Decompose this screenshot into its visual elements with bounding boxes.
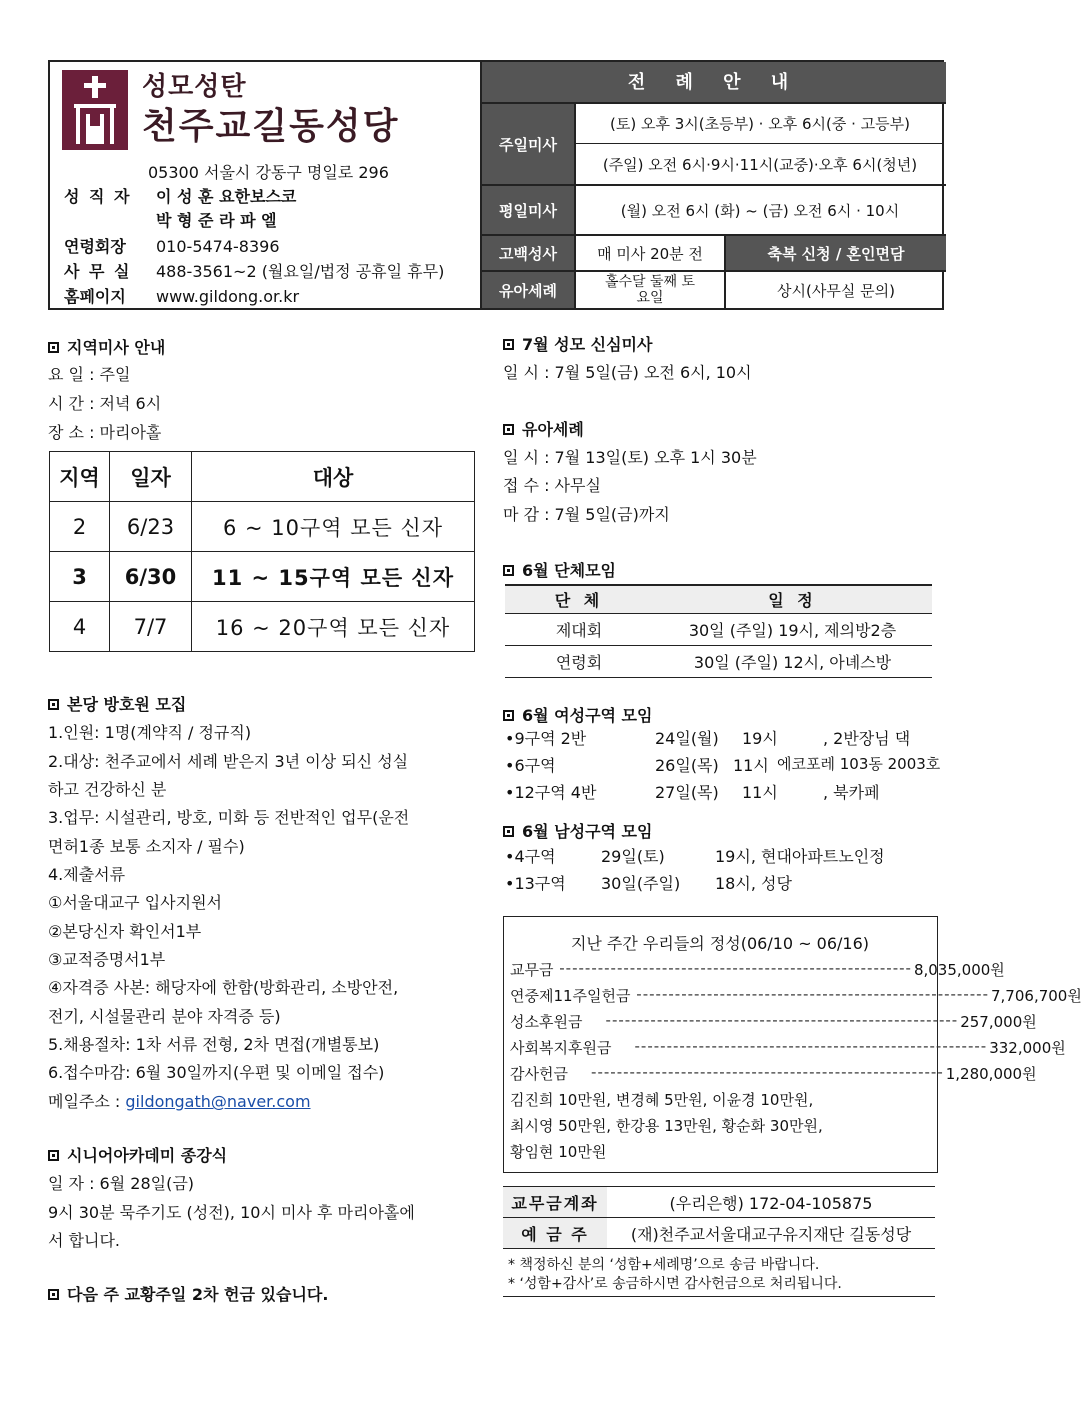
square-bullet-icon: [48, 1289, 59, 1300]
liturgy-title: 전 례 안 내: [482, 62, 946, 104]
recruit-line: 1.인원: 1명(계약직 / 정규직): [48, 723, 252, 742]
recruit-line: 4.제출서류: [48, 865, 126, 884]
table-cell: 4: [50, 602, 110, 652]
regional-mass-title: 지역미사 안내: [48, 335, 165, 358]
infant-baptism-row: [482, 272, 946, 308]
table-row: [505, 645, 932, 677]
offering-row: 사회복지후원금 ------------------------------------------------------- 332,000원: [510, 1037, 1066, 1057]
bulletin-header: [48, 60, 944, 310]
table-header-cell: 지역: [50, 452, 110, 502]
mary-mass-title: 7월 성모 신심미사: [503, 332, 652, 355]
recruit-line: 전기, 시설물관리 분야 자격증 등): [48, 1007, 281, 1026]
offering-row: 성소후원금 ------------------------------------------------------- 257,000원: [510, 1011, 1037, 1031]
sunday-mass-sunday: (주일) 오전 6시·9시·11시(교중)·오후 6시(청년): [602, 155, 918, 174]
recruit-line: 5.채용절차: 1차 서류 전형, 2차 면접(개별통보): [48, 1035, 380, 1054]
account-holder: (재)천주교서울대교구유지재단 길동성당: [607, 1218, 935, 1249]
recruit-line: ③교적증명서1부: [48, 950, 166, 969]
recruit-line: ②본당신자 확인서1부: [48, 922, 202, 941]
regional-mass-table: [49, 451, 475, 652]
table-header-cell: 대상: [192, 452, 475, 502]
elder-phone: 010-5474-8396: [156, 237, 280, 256]
pastor-name-1: 이 성 훈 요한보스코: [156, 187, 297, 206]
weekday-mass-label: 평일미사: [482, 186, 576, 234]
offering-box: [503, 916, 1082, 1173]
sunday-mass-row: [482, 104, 946, 186]
recruit-title: 본당 방호원 모집: [48, 692, 186, 715]
table-cell: 7/7: [110, 602, 192, 652]
pastor-line-1: [64, 184, 296, 207]
mail-link[interactable]: gildongath@naver.com: [125, 1092, 311, 1111]
recruit-line: ④자격증 사본: 해당자에 한함(방화관리, 소방안전,: [48, 978, 399, 997]
table-row: [505, 613, 932, 645]
account-number: (우리은행) 172-04-105875: [607, 1187, 935, 1218]
parish-subtitle: 성모성탄: [142, 72, 247, 102]
office-label: 사 무 실: [64, 262, 132, 281]
table-cell: 2: [50, 502, 110, 552]
sunday-mass-label: 주일미사: [482, 104, 576, 184]
confession-label: 고백성사: [482, 236, 576, 270]
recruit-line: 2.대상: 천주교에서 세례 받은지 3년 이상 되신 성실: [48, 752, 409, 771]
homepage-link[interactable]: www.gildong.or.kr: [156, 287, 300, 306]
mary-mass-when: 일 시 : 7월 5일(금) 오전 6시, 10시: [503, 363, 752, 382]
church-logo-icon: [62, 70, 128, 150]
infant-baptism-label: 유아세례: [482, 272, 576, 308]
donors-line: 김진희 10만원, 변경혜 5만원, 이윤경 10만원,: [510, 1091, 814, 1109]
baptism-title: 유아세례: [503, 417, 584, 440]
account-label: 교무금계좌: [503, 1187, 607, 1218]
recruit-line: ①서울대교구 입사지원서: [48, 893, 222, 912]
square-bullet-icon: [503, 565, 514, 576]
confession-row: [482, 236, 946, 272]
bank-bottom-rule: [503, 1296, 935, 1297]
regional-mass-time: 시 간 : 저녁 6시: [48, 394, 162, 413]
square-bullet-icon: [48, 342, 59, 353]
square-bullet-icon: [503, 710, 514, 721]
sunday-mass-saturday: (토) 오후 3시(초등부) · 오후 6시(중 · 고등부): [576, 104, 944, 144]
parish-title: 천주교길동성당: [142, 106, 400, 147]
table-row: [50, 552, 475, 602]
recruit-line: 하고 건강하신 분: [48, 780, 167, 799]
liturgy-guide: [480, 62, 944, 308]
men-meeting-title: 6월 남성구역 모임: [503, 819, 652, 842]
baptism-when: 일 시 : 7월 13일(토) 오후 1시 30분: [503, 448, 757, 467]
offering-row: 감사헌금 ------------------------------------------------------- 1,280,000원: [510, 1063, 1037, 1083]
table-header-row: [50, 452, 475, 502]
homepage-line: [64, 284, 299, 307]
table-cell: 3: [50, 552, 110, 602]
blessing-request: 축복 신청 / 혼인면담: [726, 236, 946, 270]
table-header-cell: 일 정: [653, 585, 932, 613]
square-bullet-icon: [48, 699, 59, 710]
pastor-name-2: 박 형 준 라 파 엘: [156, 211, 277, 230]
elder-label: 연령회장: [64, 237, 126, 256]
donors-line: 최시영 50만원, 한강용 13만원, 황순화 30만원,: [510, 1117, 823, 1135]
groups-table: [505, 584, 932, 678]
square-bullet-icon: [503, 424, 514, 435]
pastor-label: 성 직 자: [64, 187, 132, 206]
table-cell: 30일 (주일) 12시, 아녜스방: [653, 645, 932, 677]
groups-title: 6월 단체모임: [503, 558, 616, 581]
table-header-row: [505, 585, 932, 613]
table-header-cell: 단 체: [505, 585, 653, 613]
bank-note: * ‘성함+감사’로 송금하시면 감사헌금으로 처리됩니다.: [508, 1276, 842, 1292]
offering-row: 교무금 ------------------------------------------------------- 8,035,000원: [510, 959, 1005, 979]
baptism-reception: 접 수 : 사무실: [503, 476, 601, 495]
women-meeting-title: 6월 여성구역 모임: [503, 703, 652, 726]
table-cell: 6/23: [110, 502, 192, 552]
weekday-mass-time: (월) 오전 6시 (화) ~ (금) 오전 6시 · 10시: [620, 201, 900, 220]
recruit-line: 면허1종 보통 소지자 / 필수): [48, 837, 245, 856]
recruit-mail-line: [48, 1089, 311, 1112]
parish-info: [50, 62, 480, 308]
donors-line: 황임현 10만원: [510, 1143, 607, 1161]
table-row: [50, 602, 475, 652]
elder-line: [64, 234, 280, 257]
table-cell: 6/30: [110, 552, 192, 602]
office-phone: 488-3561~2 (월요일/법정 공휴일 휴무): [156, 262, 445, 281]
table-row: [50, 502, 475, 552]
parish-address: 05300 서울시 강동구 명일로 296: [148, 163, 389, 182]
regional-mass-place: 장 소 : 마리아홀: [48, 423, 162, 442]
senior-date: 일 자 : 6월 28일(금): [48, 1174, 195, 1193]
office-line: [64, 259, 444, 282]
table-cell: 제대회: [505, 613, 653, 645]
square-bullet-icon: [503, 339, 514, 350]
offering-title: 지난 주간 우리들의 정성(06/10 ~ 06/16): [570, 934, 870, 953]
baptism-deadline: 마 감 : 7월 5일(금)까지: [503, 505, 670, 524]
recruit-line: 6.접수마감: 6월 30일까지(우편 및 이메일 접수): [48, 1063, 385, 1082]
mail-label: 메일주소 :: [48, 1092, 126, 1111]
parish-logo: [62, 70, 128, 150]
homepage-label: 홈페이지: [64, 287, 126, 306]
square-bullet-icon: [48, 1150, 59, 1161]
infant-baptism-schedule: 홀수달 둘째 토요일: [576, 272, 726, 308]
square-bullet-icon: [503, 826, 514, 837]
senior-title: 시니어아카데미 종강식: [48, 1143, 227, 1166]
table-cell: 30일 (주일) 19시, 제의방2층: [653, 613, 932, 645]
table-cell: 6 ~ 10구역 모든 신자: [192, 502, 475, 552]
next-week-notice: 다음 주 교황주일 2차 헌금 있습니다.: [48, 1282, 328, 1305]
holder-label: 예 금 주: [503, 1218, 607, 1249]
infant-baptism-note: 상시(사무실 문의): [777, 281, 895, 300]
table-cell: 연령회: [505, 645, 653, 677]
regional-mass-day: 요 일 : 주일: [48, 365, 131, 384]
recruit-line: 3.업무: 시설관리, 방호, 미화 등 전반적인 업무(운전: [48, 808, 410, 827]
table-cell: 11 ~ 15구역 모든 신자: [192, 552, 475, 602]
weekday-mass-row: [482, 186, 946, 236]
table-row: [503, 1218, 935, 1249]
bank-account-table: [503, 1186, 935, 1249]
senior-desc: 9시 30분 묵주기도 (성전), 10시 미사 후 마리아홀에: [48, 1203, 415, 1222]
table-cell: 16 ~ 20구역 모든 신자: [192, 602, 475, 652]
senior-desc: 서 합니다.: [48, 1231, 120, 1250]
bank-note: * 책정하신 분의 ‘성함+세례명’으로 송금 바랍니다.: [508, 1257, 820, 1273]
table-header-cell: 일자: [110, 452, 192, 502]
table-row: [503, 1187, 935, 1218]
confession-time: 매 미사 20분 전: [576, 236, 726, 270]
offering-row: 연중제11주일헌금 ------------------------------------------------------- 7,706,700원: [510, 985, 1082, 1005]
